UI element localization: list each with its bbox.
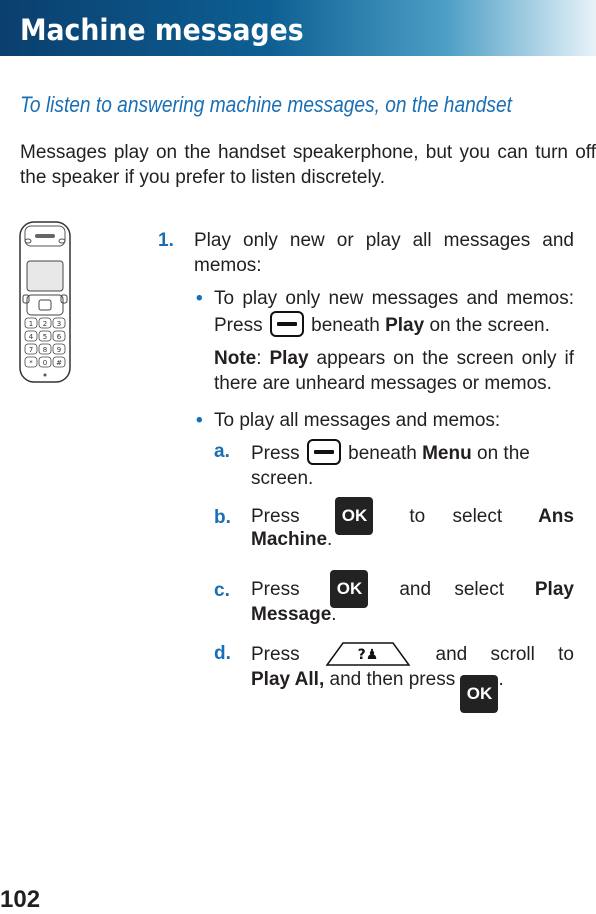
svg-text:9: 9 xyxy=(56,346,62,354)
svg-text:1: 1 xyxy=(28,320,34,328)
svg-text:0: 0 xyxy=(42,359,48,367)
step-text: Play only new or play all messages and memos: xyxy=(194,230,574,276)
bullet-text: To play all messages and memos: xyxy=(214,410,501,431)
svg-text:4: 4 xyxy=(28,333,34,341)
navigation-key-icon xyxy=(325,641,411,667)
substep-b xyxy=(214,497,574,552)
substep-letter: b. xyxy=(214,507,231,528)
note-label: Note xyxy=(214,348,257,369)
ok-button-icon: OK xyxy=(460,675,498,713)
substep-text: Press OK to select Ans Machine. xyxy=(251,497,574,552)
substep-a xyxy=(214,439,574,491)
svg-text:5: 5 xyxy=(42,333,48,341)
step-1 xyxy=(150,228,574,713)
svg-text:7: 7 xyxy=(28,346,34,354)
svg-text:*: * xyxy=(29,359,33,367)
header-accent-bar xyxy=(3,10,9,48)
intro-paragraph: Messages play on the handset speakerphone, but you can turn off the speaker if you prefer to listen discretely. xyxy=(20,142,596,188)
svg-text:3: 3 xyxy=(56,320,62,328)
svg-text:6: 6 xyxy=(56,333,62,341)
page-header xyxy=(0,0,596,56)
page-number: 102 xyxy=(0,886,41,913)
bullet-play-all xyxy=(194,408,574,713)
nav-key-label: ?♟ xyxy=(357,647,378,663)
handset-illustration xyxy=(19,221,71,383)
svg-text:2: 2 xyxy=(42,320,48,328)
substep-letter: d. xyxy=(214,643,231,664)
ok-button-icon: OK xyxy=(335,497,373,535)
instructions xyxy=(150,228,574,713)
substep-d xyxy=(214,641,574,713)
substep-text: Press OK and select Play Message. xyxy=(251,570,574,627)
substep-text: Press ?♟ and scroll to Play All, and then press OK. xyxy=(251,641,574,713)
softkey-icon xyxy=(270,311,304,337)
step-number: 1. xyxy=(158,230,174,251)
note: Note: Play appears on the screen only if there are unheard messages or memos. xyxy=(214,348,574,394)
substep-letter: a. xyxy=(214,441,230,462)
softkey-icon xyxy=(307,439,341,465)
bullet-text: To play only new messages and memos: Press beneath Play on the screen. xyxy=(214,288,574,336)
section-subtitle: To listen to answering machine messages, on the handset xyxy=(20,92,512,117)
bullet-marker: • xyxy=(196,410,203,431)
svg-text:8: 8 xyxy=(42,346,48,354)
page-title: Machine messages xyxy=(20,13,304,47)
bullet-play-new xyxy=(194,286,574,396)
svg-text:#: # xyxy=(56,359,62,367)
ok-button-icon: OK xyxy=(330,570,368,608)
bullet-marker: • xyxy=(196,288,203,309)
substep-c xyxy=(214,570,574,627)
substep-text: Press beneath Menu on the screen. xyxy=(251,439,574,491)
substep-letter: c. xyxy=(214,580,230,601)
